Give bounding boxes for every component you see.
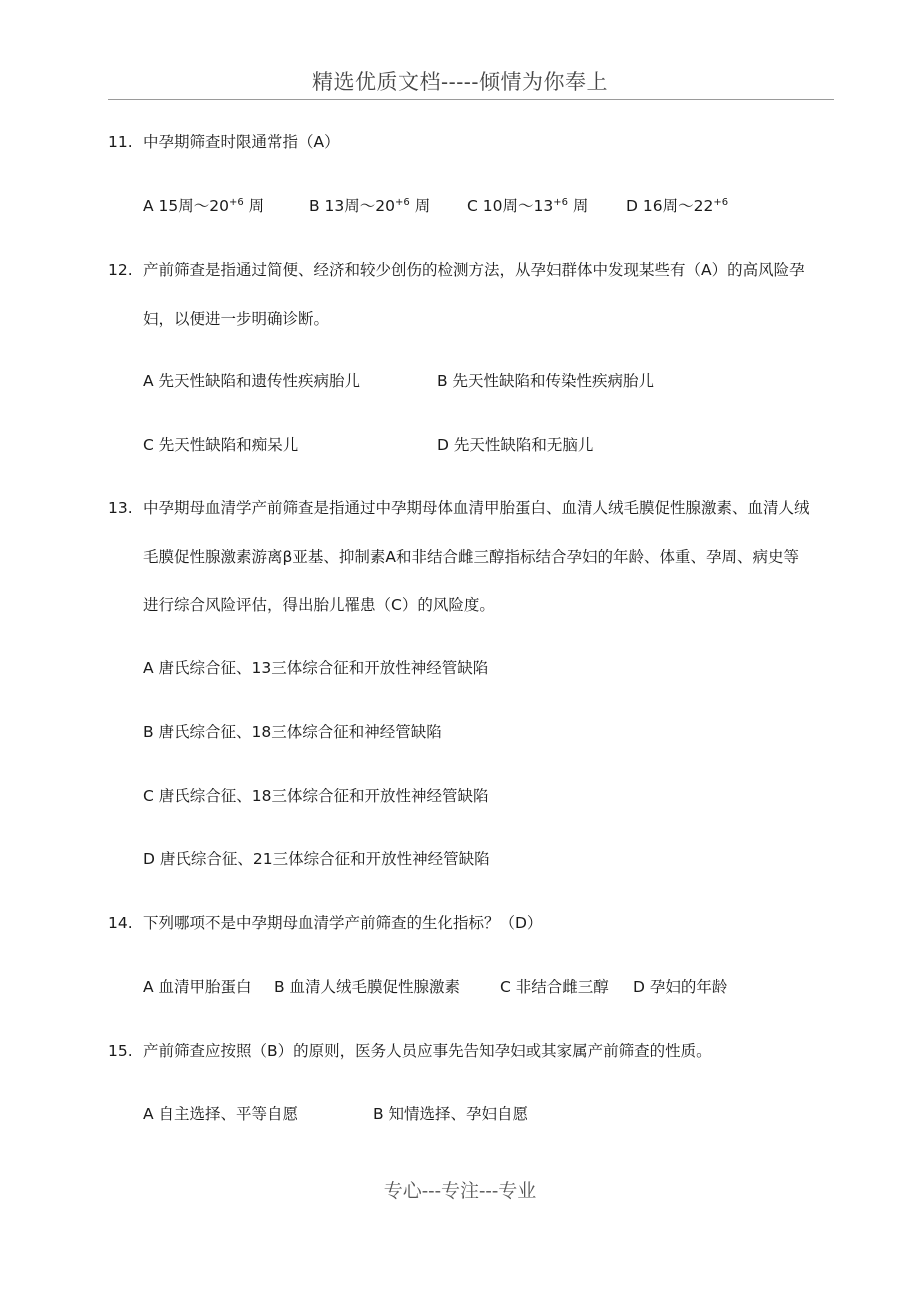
question-stem: 中孕期筛查时限通常指（A） (143, 133, 340, 151)
option-a: A 血清甲胎蛋白 (143, 978, 252, 996)
option-d: D 先天性缺陷和无脑儿 (437, 436, 594, 454)
question-number: 11. (108, 133, 133, 151)
option-d: D 孕妇的年龄 (633, 978, 728, 996)
question-number: 15. (108, 1042, 133, 1060)
question-number: 14. (108, 914, 133, 932)
option-superscript: +6 (228, 197, 244, 208)
option-c: C 先天性缺陷和痴呆儿 (143, 436, 299, 454)
header-divider (108, 99, 834, 100)
option-a (143, 195, 264, 217)
option-b: B 先天性缺陷和传染性疾病胎儿 (437, 372, 655, 390)
page-footer: 专心---专注---专业 (383, 1180, 537, 1202)
question-stem: 下列哪项不是中孕期母血清学产前筛查的生化指标？（D） (143, 914, 543, 932)
option-text: D 16周～22 (626, 197, 714, 215)
question-stem: 中孕期母血清学产前筛查是指通过中孕期母体血清甲胎蛋白、血清人绒毛膜促性腺激素、血清人绒 (143, 499, 810, 517)
option-d: D 唐氏综合征、21三体综合征和开放性神经管缺陷 (143, 850, 490, 868)
option-superscript: +6 (395, 197, 410, 208)
option-a: A 自主选择、平等自愿 (143, 1105, 299, 1123)
option-text: B 13周～20 (309, 197, 396, 215)
option-b: B 血清人绒毛膜促性腺激素 (274, 978, 461, 996)
option-c: C 唐氏综合征、18三体综合征和开放性神经管缺陷 (143, 787, 489, 805)
question-stem: 进行综合风险评估，得出胎儿罹患（C）的风险度。 (143, 596, 495, 614)
option-superscript: +6 (553, 197, 568, 208)
option-unit: 周 (243, 197, 265, 215)
option-a: A 唐氏综合征、13三体综合征和开放性神经管缺陷 (143, 659, 489, 677)
option-superscript: +6 (713, 197, 729, 208)
option-text: C 10周～13 (467, 197, 554, 215)
question-stem: 妇，以便进一步明确诊断。 (143, 310, 330, 328)
option-d (626, 195, 728, 217)
option-unit: 周 (409, 197, 431, 215)
option-c (467, 195, 588, 217)
option-text: A 15周～20 (143, 197, 229, 215)
question-number: 13. (108, 499, 133, 517)
option-b: B 唐氏综合征、18三体综合征和神经管缺陷 (143, 723, 442, 741)
option-c: C 非结合雌三醇 (500, 978, 609, 996)
option-unit: 周 (567, 197, 589, 215)
question-stem: 毛膜促性腺激素游离β亚基、抑制素A和非结合雌三醇指标结合孕妇的年龄、体重、孕周、病史等 (143, 548, 799, 566)
question-stem: 产前筛查是指通过简便、经济和较少创伤的检测方法，从孕妇群体中发现某些有（A）的高风险孕 (143, 261, 805, 279)
question-stem: 产前筛查应按照（B）的原则，医务人员应事先告知孕妇或其家属产前筛查的性质。 (143, 1042, 712, 1060)
question-number: 12. (108, 261, 133, 279)
option-b: B 知情选择、孕妇自愿 (373, 1105, 529, 1123)
option-b (309, 195, 430, 217)
page-header: 精选优质文档-----倾情为你奉上 (312, 70, 608, 94)
option-a: A 先天性缺陷和遗传性疾病胎儿 (143, 372, 361, 390)
